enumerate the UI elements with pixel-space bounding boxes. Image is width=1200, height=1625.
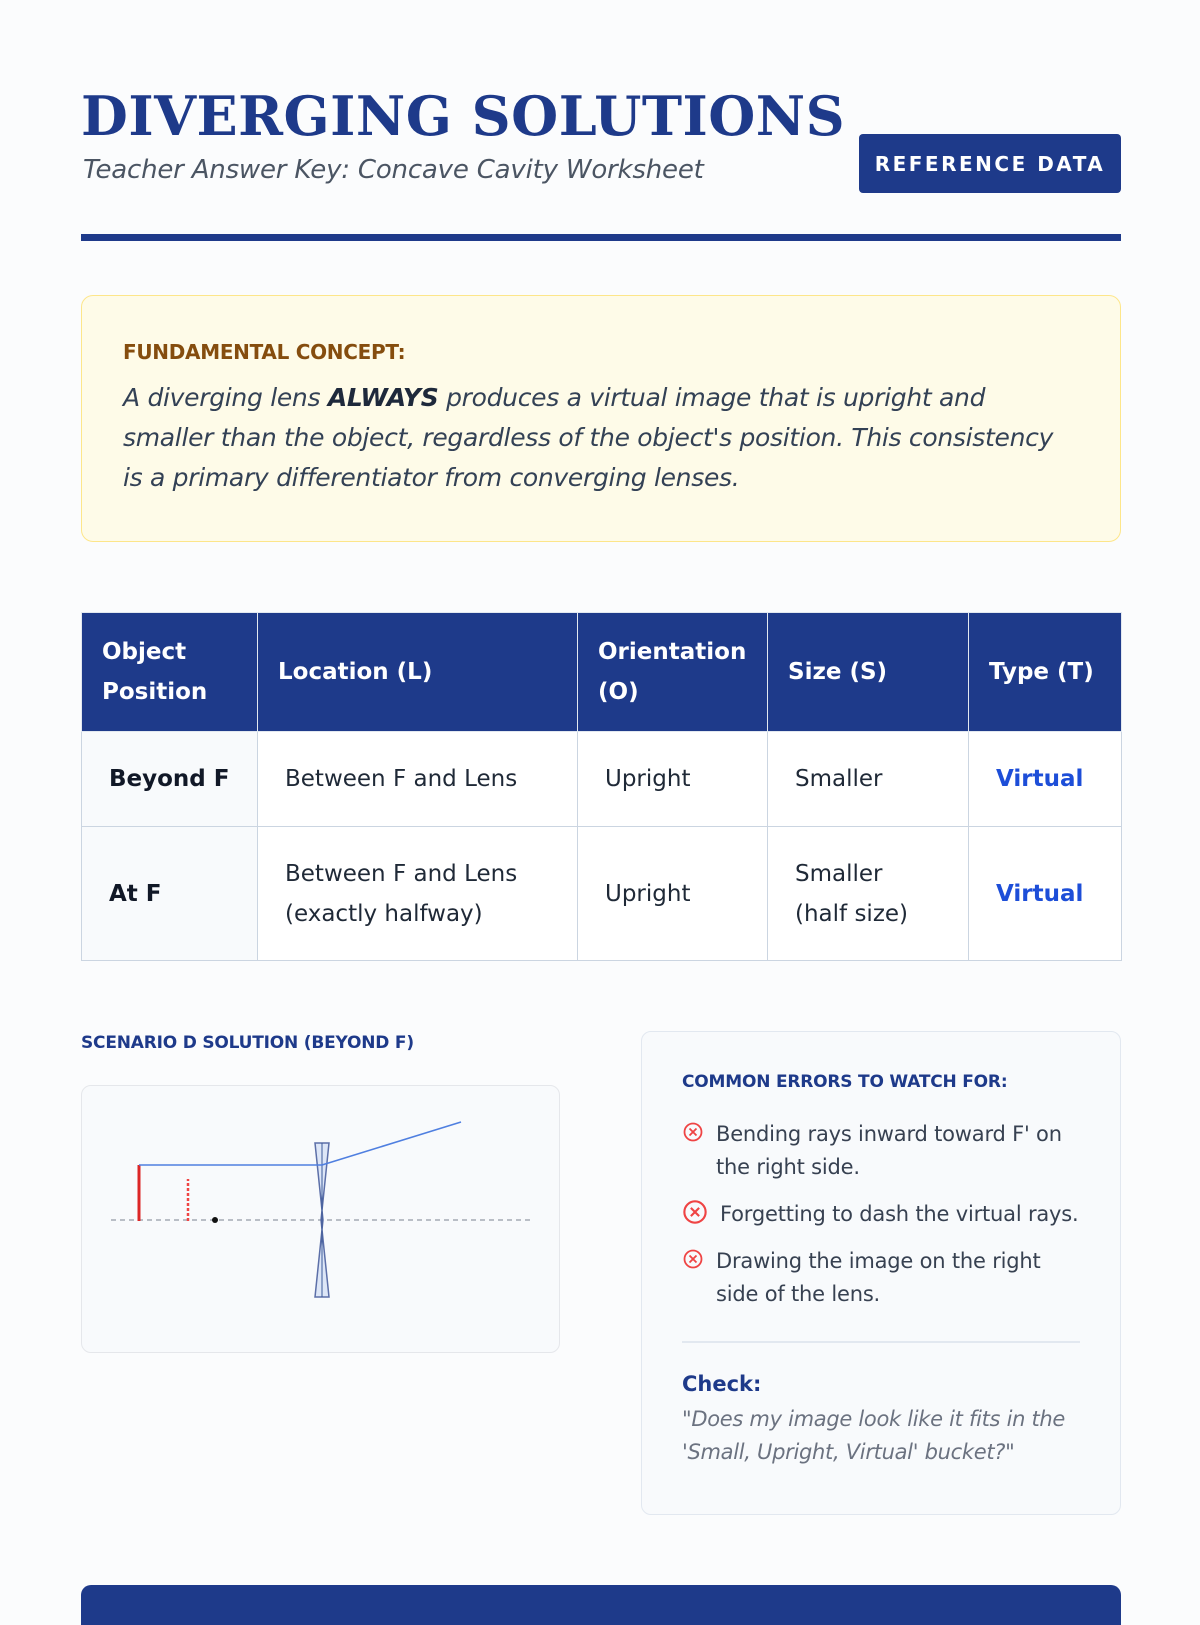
cell-orientation: Upright (578, 732, 768, 827)
concept-label: FUNDAMENTAL CONCEPT: (123, 340, 406, 364)
cell-type: Virtual (969, 827, 1122, 961)
scenario-label: SCENARIO D SOLUTION (BEYOND F) (81, 1033, 414, 1053)
cell-size: Smaller (768, 732, 969, 827)
errors-title: COMMON ERRORS TO WATCH FOR: (682, 1072, 1008, 1092)
table-row (82, 827, 1122, 961)
focal-point-marker (212, 1217, 218, 1223)
list-item (682, 1198, 1080, 1231)
error-text: Drawing the image on the right side of the lens. (716, 1249, 1041, 1306)
list-item (682, 1118, 1080, 1184)
lens-image-table (81, 612, 1122, 961)
list-item (682, 1245, 1080, 1311)
header-divider (81, 234, 1121, 241)
reference-data-badge[interactable]: REFERENCE DATA (859, 134, 1121, 193)
x-circle-icon (682, 1248, 704, 1270)
answer-key-page (81, 0, 1121, 1464)
fundamental-concept-box (81, 295, 1121, 542)
x-circle-icon (682, 1121, 704, 1143)
concept-text-lead: A diverging lens (123, 383, 328, 412)
col-header-orientation: Orientation (O) (578, 613, 768, 732)
cell-object-position: Beyond F (82, 732, 258, 827)
concept-text (123, 378, 1080, 498)
error-text: Bending rays inward toward F' on the right side. (716, 1122, 1062, 1179)
cell-orientation: Upright (578, 827, 768, 961)
col-header-location: Location (L) (258, 613, 578, 732)
cell-location: Between F and Lens (exactly halfway) (258, 827, 578, 961)
col-header-object-position: Object Position (82, 613, 258, 732)
errors-list (682, 1118, 1080, 1311)
table-row (82, 732, 1122, 827)
ray-diagram-card (81, 1085, 560, 1353)
check-label: Check: (682, 1371, 762, 1396)
refracted-ray (322, 1122, 461, 1165)
check-quote: "Does my image look like it fits in the 'Small, Upright, Virtual' bucket?" (682, 1406, 1066, 1464)
x-circle-icon (682, 1199, 708, 1225)
concept-text-rest: produces a virtual image that is upright and smaller than the object, regardless of the object's position. This consistency is a primary differentiator from converging lenses. (123, 383, 1054, 492)
page-header (81, 0, 1121, 242)
concept-text-emphasis: ALWAYS (327, 383, 439, 412)
table-header-row (82, 613, 1122, 732)
error-text: Forgetting to dash the virtual rays. (720, 1202, 1079, 1226)
cell-location: Between F and Lens (258, 732, 578, 827)
cell-size: Smaller (half size) (768, 827, 969, 961)
page-title: DIVERGING SOLUTIONS (81, 84, 846, 148)
col-header-size: Size (S) (768, 613, 969, 732)
col-header-type: Type (T) (969, 613, 1122, 732)
ray-diagram (82, 1086, 561, 1354)
footer-bar (81, 1585, 1121, 1625)
cell-type: Virtual (969, 732, 1122, 827)
errors-divider (682, 1341, 1080, 1343)
cell-object-position: At F (82, 827, 258, 961)
page-subtitle: Teacher Answer Key: Concave Cavity Worksheet (83, 155, 704, 185)
common-errors-panel (641, 1031, 1121, 1515)
